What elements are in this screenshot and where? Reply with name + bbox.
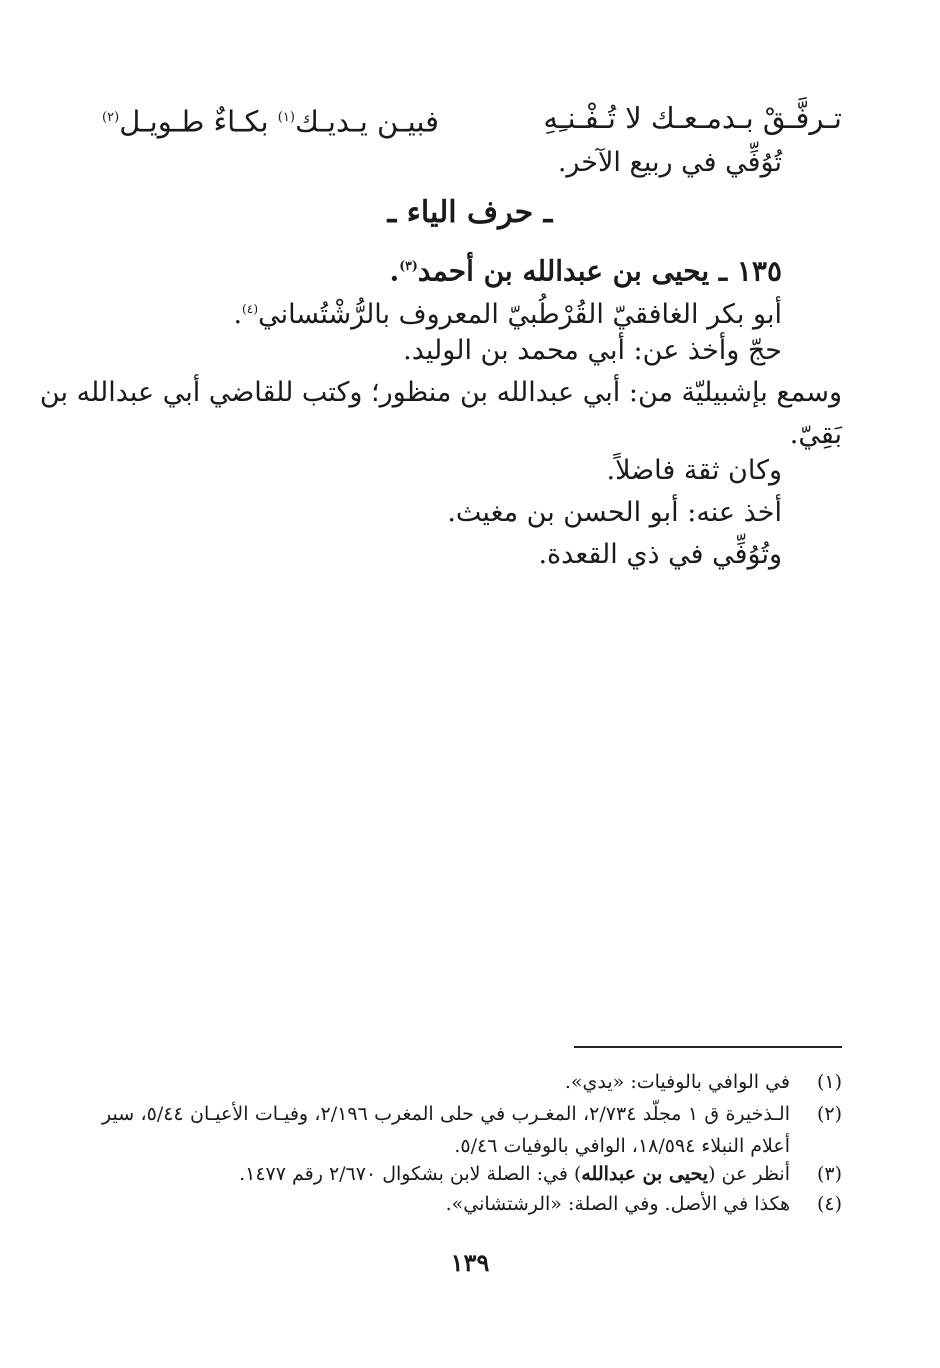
verse-second-hemistich — [102, 96, 439, 144]
footnote-3-number: (٣) — [816, 1163, 842, 1185]
footnote-2-number: (٢) — [816, 1103, 842, 1125]
footnote-3-text-after: ) في: الصلة لابن بشكوال ٢/٦٧٠ رقم ١٤٧٧. — [239, 1163, 582, 1185]
footnote-ref-4[interactable]: (٤) — [242, 302, 259, 316]
entry-title-end: . — [389, 254, 400, 288]
footnote-1-text: في الوافي بالوفيات: «يدي». — [564, 1071, 790, 1093]
footnote-ref-3[interactable]: (٣) — [399, 258, 418, 273]
verse-first-hemistich — [543, 96, 842, 140]
entry-line-6: وتُوُفِّي في ذي القعدة. — [538, 539, 782, 570]
footnote-3-text-before: أنظر عن ( — [708, 1163, 790, 1185]
entry-title-text: ١٣٥ ـ يحيى بن عبدالله بن أحمد — [417, 254, 782, 288]
verse-first-hemistich-text: تـرفَّـقْ بـدمـعـك لا تُـفْـنـِهِ — [543, 101, 842, 135]
entry-line-4: وكان ثقة فاضلاً. — [606, 455, 782, 486]
footnote-ref-1[interactable]: (١) — [277, 110, 295, 125]
entry-line-1 — [233, 288, 782, 336]
footnote-separator — [574, 1046, 842, 1048]
footnote-1-number: (١) — [816, 1071, 842, 1093]
entry-line-1-end: . — [233, 299, 243, 330]
entry-title — [389, 244, 782, 293]
page-number: ١٣٩ — [450, 1248, 490, 1277]
entry-line-2: حجّ وأخذ عن: أبي محمد بن الوليد. — [403, 335, 782, 366]
footnote-3-text — [239, 1158, 790, 1190]
footnote-2 — [102, 1098, 842, 1162]
footnote-2-text: الـذخيرة ق ١ مجلّد ٢/٧٣٤، المغـرب في حلى المغرب ٢/١٩٦، وفيـات الأعيـان ٥/٤٤، سير أعلام النبلاء ١٨/٥٩٤، الوافي بالوفيات ٥/٤٦. — [102, 1103, 790, 1157]
death-date-line: تُوُفِّي في ربيع الآخر. — [557, 147, 782, 178]
entry-line-5: أخذ عنه: أبو الحسن بن مغيث. — [447, 497, 782, 528]
poetry-verse — [102, 96, 842, 140]
footnote-3-text-bold: يحيى بن عبدالله — [581, 1163, 709, 1185]
section-heading: ـ حرف الياء ـ — [387, 195, 553, 230]
verse-second-hemistich-text: فبيـن يـديـك — [295, 104, 439, 139]
entry-line-3-continuation: بَقِيّ. — [789, 419, 842, 450]
footnote-ref-2[interactable]: (٢) — [102, 110, 120, 125]
verse-second-hemistich-tail: بكـاءٌ طـويـل — [119, 104, 278, 139]
entry-line-3: وسمع بإشبيليّة من: أبي عبدالله بن منظور؛ وكتب للقاضي أبي عبدالله بن — [39, 377, 842, 408]
footnote-4-text: هكذا في الأصل. وفي الصلة: «الرشتشاني». — [445, 1193, 790, 1215]
footnote-4-number: (٤) — [816, 1193, 842, 1215]
entry-line-1-text: أبو بكر الغافقيّ القُرْطُبيّ المعروف بالرُّشْتُساني — [258, 299, 782, 330]
